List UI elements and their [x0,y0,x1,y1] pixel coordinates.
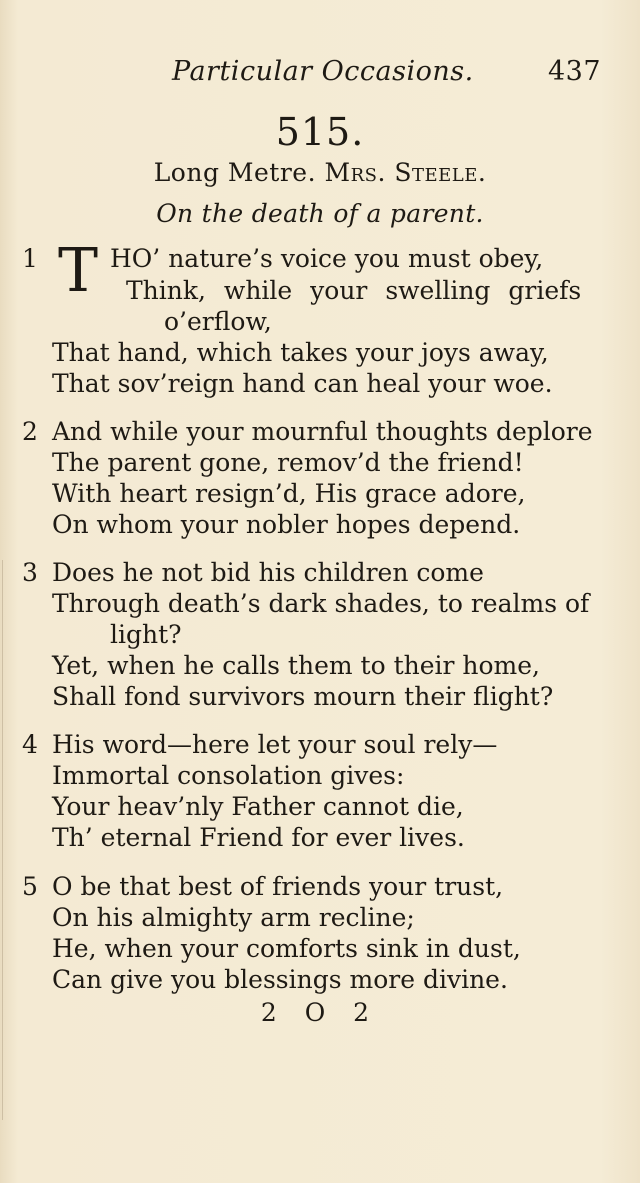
hymn-number: 515. [275,110,365,154]
stanza-number: 1 [22,244,38,273]
verse-line: o’erflow, [164,307,272,336]
verse-line: Immortal consolation gives: [52,761,405,790]
verse-line: O be that best of friends your trust, [52,872,504,901]
verse-line: light? [110,620,182,649]
verse-line: On his almighty arm recline; [52,903,415,932]
hymn-meter: Long Metre. [153,158,317,187]
verse-line: That hand, which takes your joys away, [52,338,549,367]
page-number: 437 [548,56,602,87]
verse-line: Shall fond survivors mourn their flight? [52,682,554,711]
hymn-author: Mrs. Steele. [324,158,487,187]
hymn-meter-line [0,158,640,187]
verse-line: Does he not bid his children come [52,558,484,587]
verse-line: And while your mournful thoughts deplore [52,417,593,446]
verse-line: On whom your nobler hopes depend. [52,510,521,539]
verse-line: With heart resign’d, His grace adore, [52,479,526,508]
stanza-number: 4 [22,730,38,759]
signature-mark: 2 O 2 [260,998,380,1027]
stanza-number: 5 [22,872,38,901]
verse-line: That sov’reign hand can heal your woe. [52,369,553,398]
verse-line: Through death’s dark shades, to realms of [52,589,590,618]
verse-line: The parent gone, remov’d the friend! [52,448,524,477]
verse-line: HO’ nature’s voice you must obey, [110,244,544,273]
verse-line: Your heav’nly Father cannot die, [52,792,464,821]
verse-line: Think, while your swelling griefs [126,276,582,305]
running-title: Particular Occasions. [172,56,474,87]
running-head [0,52,640,92]
hymn-subject: On the death of a parent. [156,199,484,228]
verse-line: His word—here let your soul rely— [52,730,498,759]
verse-line: Can give you blessings more divine. [52,965,508,994]
stanza-number: 3 [22,558,38,587]
verse-line: Th’ eternal Friend for ever lives. [52,823,465,852]
page-edge [2,560,6,1120]
verse-line: He, when your comforts sink in dust, [52,934,521,963]
verse-line: Yet, when he calls them to their home, [52,651,541,680]
stanza-number: 2 [22,417,38,446]
drop-cap: T [58,236,100,306]
